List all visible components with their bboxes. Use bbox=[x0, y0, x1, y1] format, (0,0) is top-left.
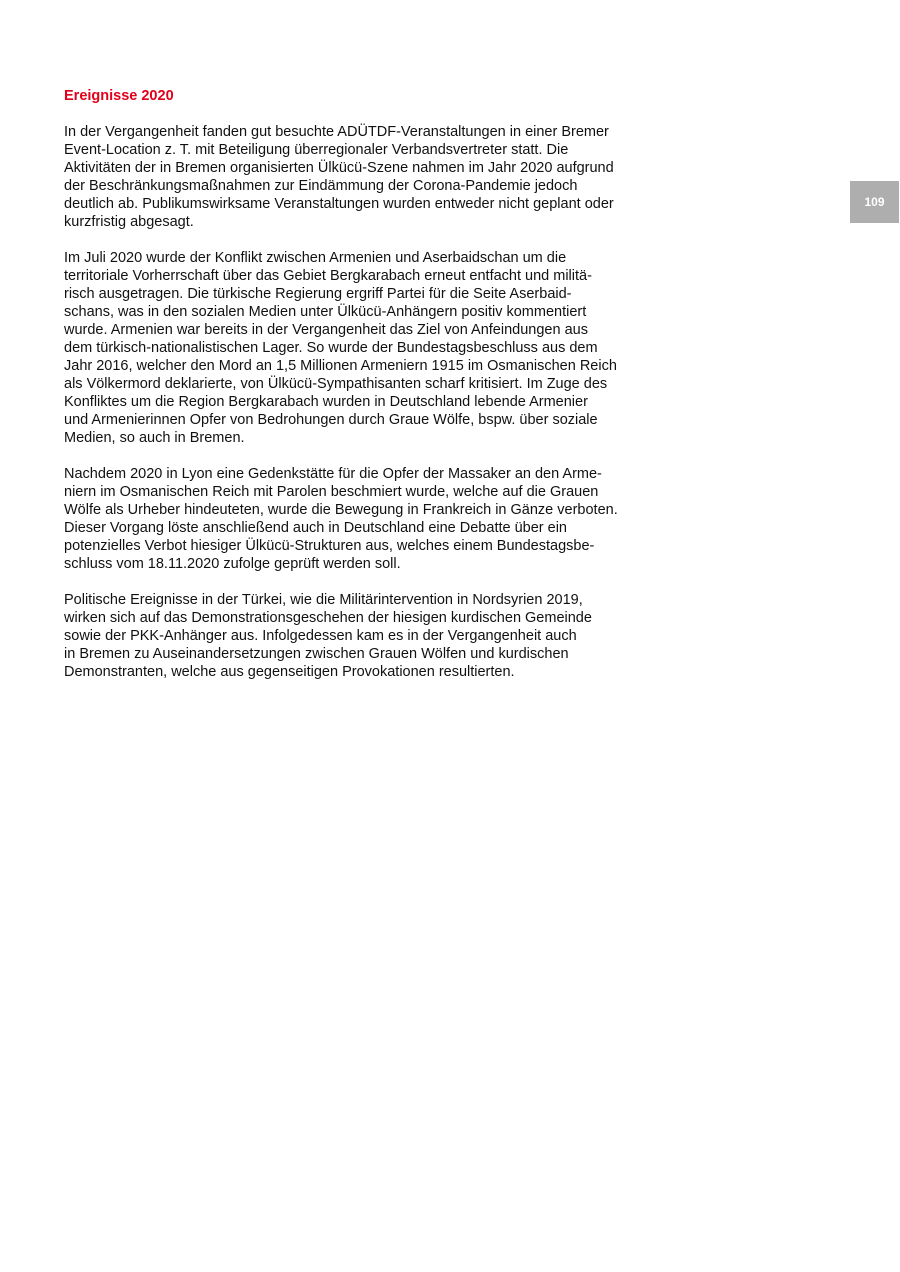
text-line: Nachdem 2020 in Lyon eine Gedenkstätte für die Opfer der Massaker an den Arme- bbox=[64, 466, 602, 482]
text-line: territoriale Vorherrschaft über das Gebiet Bergkarabach erneut entfacht und militä- bbox=[64, 268, 592, 284]
text-line: Jahr 2016, welcher den Mord an 1,5 Millionen Armeniern 1915 im Osmanischen Reich bbox=[64, 358, 617, 374]
paragraph-events-overview bbox=[64, 123, 624, 231]
paragraph-lyon-memorial bbox=[64, 465, 624, 573]
text-line: in Bremen zu Auseinandersetzungen zwischen Grauen Wölfen und kurdischen bbox=[64, 646, 569, 662]
text-line: Wölfe als Urheber hindeuteten, wurde die Bewegung in Frankreich in Gänze verboten. bbox=[64, 502, 618, 518]
section-heading: Ereignisse 2020 bbox=[64, 88, 174, 104]
text-line: der Beschränkungsmaßnahmen zur Eindämmung der Corona-Pandemie jedoch bbox=[64, 178, 578, 194]
paragraph-bergkarabach-conflict bbox=[64, 249, 624, 447]
text-line: sowie der PKK-Anhänger aus. Infolgedessen kam es in der Vergangenheit auch bbox=[64, 628, 577, 644]
text-line: Medien, so auch in Bremen. bbox=[64, 430, 245, 446]
text-line: wirken sich auf das Demonstrationsgeschehen der hiesigen kurdischen Gemeinde bbox=[64, 610, 592, 626]
text-line: Demonstranten, welche aus gegenseitigen Provokationen resultierten. bbox=[64, 664, 515, 680]
text-line: und Armenierinnen Opfer von Bedrohungen durch Graue Wölfe, bspw. über soziale bbox=[64, 412, 598, 428]
paragraph-turkey-political-events bbox=[64, 591, 624, 681]
text-line: kurzfristig abgesagt. bbox=[64, 214, 194, 230]
text-line: niern im Osmanischen Reich mit Parolen beschmiert wurde, welche auf die Grauen bbox=[64, 484, 599, 500]
text-line: deutlich ab. Publikumswirksame Veranstaltungen wurden entweder nicht geplant oder bbox=[64, 196, 614, 212]
text-line: als Völkermord deklarierte, von Ülkücü-Sympathisanten scharf kritisiert. Im Zuge des bbox=[64, 376, 608, 392]
main-content bbox=[64, 87, 624, 699]
page-number-tab bbox=[850, 181, 899, 223]
text-line: schluss vom 18.11.2020 zufolge geprüft werden soll. bbox=[64, 556, 401, 572]
page-number: 109 bbox=[864, 195, 885, 209]
text-line: wurde. Armenien war bereits in der Vergangenheit das Ziel von Anfeindungen aus bbox=[64, 322, 588, 338]
text-line: schans, was in den sozialen Medien unter Ülkücü-Anhängern positiv kommentiert bbox=[64, 304, 587, 320]
text-line: Event-Location z. T. mit Beteiligung überregionaler Verbandsvertreter statt. Die bbox=[64, 142, 569, 158]
text-line: Aktivitäten der in Bremen organisierten Ülkücü-Szene nahmen im Jahr 2020 aufgrund bbox=[64, 160, 614, 176]
text-line: Konfliktes um die Region Bergkarabach wurden in Deutschland lebende Armenier bbox=[64, 394, 588, 410]
text-line: potenzielles Verbot hiesiger Ülkücü-Strukturen aus, welches einem Bundestagsbe- bbox=[64, 538, 595, 554]
text-line: Dieser Vorgang löste anschließend auch in Deutschland eine Debatte über ein bbox=[64, 520, 567, 536]
text-line: risch ausgetragen. Die türkische Regierung ergriff Partei für die Seite Aserbaid- bbox=[64, 286, 572, 302]
text-line: In der Vergangenheit fanden gut besuchte ADÜTDF-Veranstaltungen in einer Bremer bbox=[64, 124, 609, 140]
text-line: Im Juli 2020 wurde der Konflikt zwischen Armenien und Aserbaidschan um die bbox=[64, 250, 567, 266]
text-line: Politische Ereignisse in der Türkei, wie die Militärintervention in Nordsyrien 2019, bbox=[64, 592, 583, 608]
text-line: dem türkisch-nationalistischen Lager. So wurde der Bundestagsbeschluss aus dem bbox=[64, 340, 598, 356]
